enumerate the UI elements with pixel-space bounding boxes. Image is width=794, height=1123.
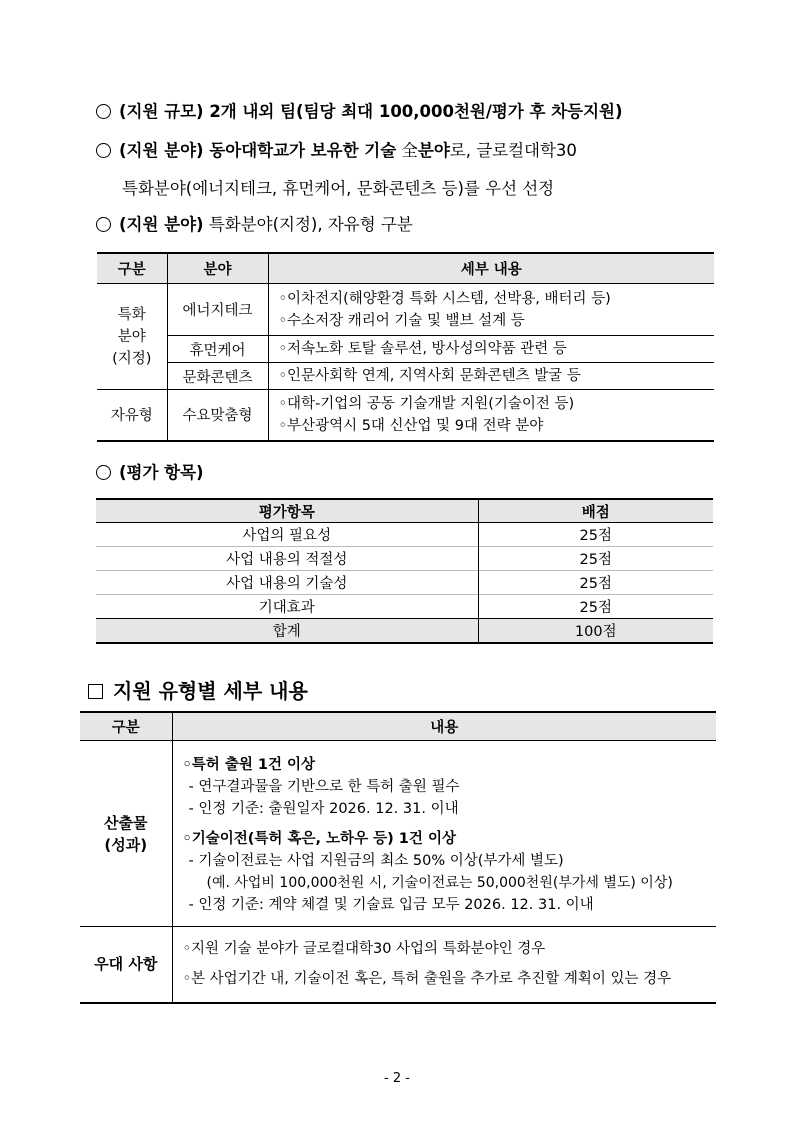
item-cell: 기대효과 (96, 595, 478, 619)
score-cell: 25점 (478, 523, 713, 547)
table-row (96, 523, 713, 547)
field-table (97, 252, 714, 442)
table-row (96, 547, 713, 571)
detail-cell (268, 284, 714, 336)
transfer-item: - 기술이전료는 사업 지원금의 최소 50% 이상(부가세 별도) (188, 852, 564, 869)
preference-label: 우대 사항 (80, 927, 172, 1003)
square-bullet-icon (88, 684, 103, 699)
bullet-text-bold: 분야 (417, 141, 450, 160)
detail-cell: ◦인문사회학 연계, 지역사회 문화콘텐츠 발굴 등 (268, 363, 714, 390)
bullet-text-bold: (지원 분야) 동아대학교가 보유한 기술 (119, 141, 397, 160)
support-detail-table (80, 711, 716, 1004)
bullet-text: 로, 글로컬대학30 (449, 141, 577, 160)
label-line: 특화 (117, 306, 146, 323)
transfer-example: (예. 사업비 100,000천원 시, 기술이전료는 50,000천원(부가세 별도) 이상) (206, 874, 673, 891)
table-row (96, 595, 713, 619)
bullet-support-field (96, 137, 577, 161)
label-line: 산출물 (104, 813, 148, 832)
field-cell: 문화콘텐츠 (167, 363, 268, 390)
circle-bullet-icon (96, 465, 111, 480)
detail-cell: ◦저속노화 토탈 솔루션, 방사성의약품 관련 등 (268, 336, 714, 363)
item-cell: 합계 (96, 619, 478, 644)
item-cell: 사업의 필요성 (96, 523, 478, 547)
field-cell: 휴먼케어 (167, 336, 268, 363)
detail-line: ◦대학-기업의 공동 기술개발 지원(기술이전 등) (278, 395, 575, 412)
circle-bullet-icon (96, 217, 111, 232)
col-header-field: 분야 (167, 253, 268, 284)
page-number: - 2 - (384, 1071, 410, 1086)
total-row (96, 619, 713, 644)
label-line: (지정) (112, 350, 152, 367)
bullet-text: 全 (396, 141, 418, 160)
field-cell: 에너지테크 (167, 284, 268, 336)
bullet-eval (96, 459, 204, 483)
bullet-text-bold: (평가 항목) (119, 463, 204, 482)
score-cell: 25점 (478, 547, 713, 571)
detail-cell (268, 390, 714, 441)
label-line: (성과) (104, 835, 148, 854)
field-cell: 수요맞춤형 (167, 390, 268, 441)
group-label-free: 자유형 (97, 390, 167, 441)
col-header-details: 세부 내용 (268, 253, 714, 284)
group-label-specialized (97, 284, 167, 390)
col-header-content: 내용 (172, 712, 716, 741)
transfer-title: ◦기술이전(특허 혹은, 노하우 등) 1건 이상 (182, 830, 456, 847)
score-cell: 25점 (478, 571, 713, 595)
col-header-score: 배점 (478, 499, 713, 523)
detail-line: ◦수소저장 캐리어 기술 및 밸브 설계 등 (278, 312, 525, 329)
preference-item: ◦지원 기술 분야가 글로컬대학30 사업의 특화분야인 경우 (182, 941, 546, 958)
bullet-text: (지원 규모) 2개 내외 팀(팀당 최대 100,000천원/평가 후 차등지원) (119, 102, 623, 121)
item-cell: 사업 내용의 적절성 (96, 547, 478, 571)
preference-item: ◦본 사업기간 내, 기술이전 혹은, 특허 출원을 추가로 추진할 계획이 있는 경우 (182, 971, 672, 988)
patent-item: - 인정 기준: 출원일자 2026. 12. 31. 이내 (188, 800, 459, 817)
output-content (172, 741, 716, 927)
evaluation-table (96, 498, 713, 644)
transfer-item: - 인정 기준: 계약 체결 및 기술료 입금 모두 2026. 12. 31. 이내 (188, 896, 594, 913)
circle-bullet-icon (96, 104, 111, 119)
preference-content (172, 927, 716, 1003)
col-header-item: 평가항목 (96, 499, 478, 523)
detail-line: ◦이차전지(해양환경 특화 시스템, 선박용, 배터리 등) (278, 290, 611, 307)
table-row (96, 571, 713, 595)
section-heading-text: 지원 유형별 세부 내용 (113, 679, 308, 703)
score-cell: 100점 (478, 619, 713, 644)
label-line: 분야 (117, 328, 146, 345)
bullet-support-category (96, 211, 413, 235)
col-header-category: 구분 (80, 712, 172, 741)
bullet-support-scale (96, 98, 623, 122)
bullet-text: 특화분야(지정), 자유형 구분 (203, 215, 413, 234)
item-cell: 사업 내용의 기술성 (96, 571, 478, 595)
patent-item: - 연구결과물을 기반으로 한 특허 출원 필수 (188, 778, 460, 795)
section-heading (88, 675, 308, 704)
circle-bullet-icon (96, 143, 111, 158)
output-label (80, 741, 172, 927)
detail-line: ◦부산광역시 5대 신산업 및 9대 전략 분야 (278, 417, 544, 434)
bullet-text-bold: (지원 분야) (119, 215, 204, 234)
bullet-continuation: 특화분야(에너지테크, 휴먼케어, 문화콘텐츠 등)를 우선 선정 (122, 179, 555, 198)
score-cell: 25점 (478, 595, 713, 619)
col-header-category: 구분 (97, 253, 167, 284)
patent-title: ◦특허 출원 1건 이상 (182, 756, 316, 773)
